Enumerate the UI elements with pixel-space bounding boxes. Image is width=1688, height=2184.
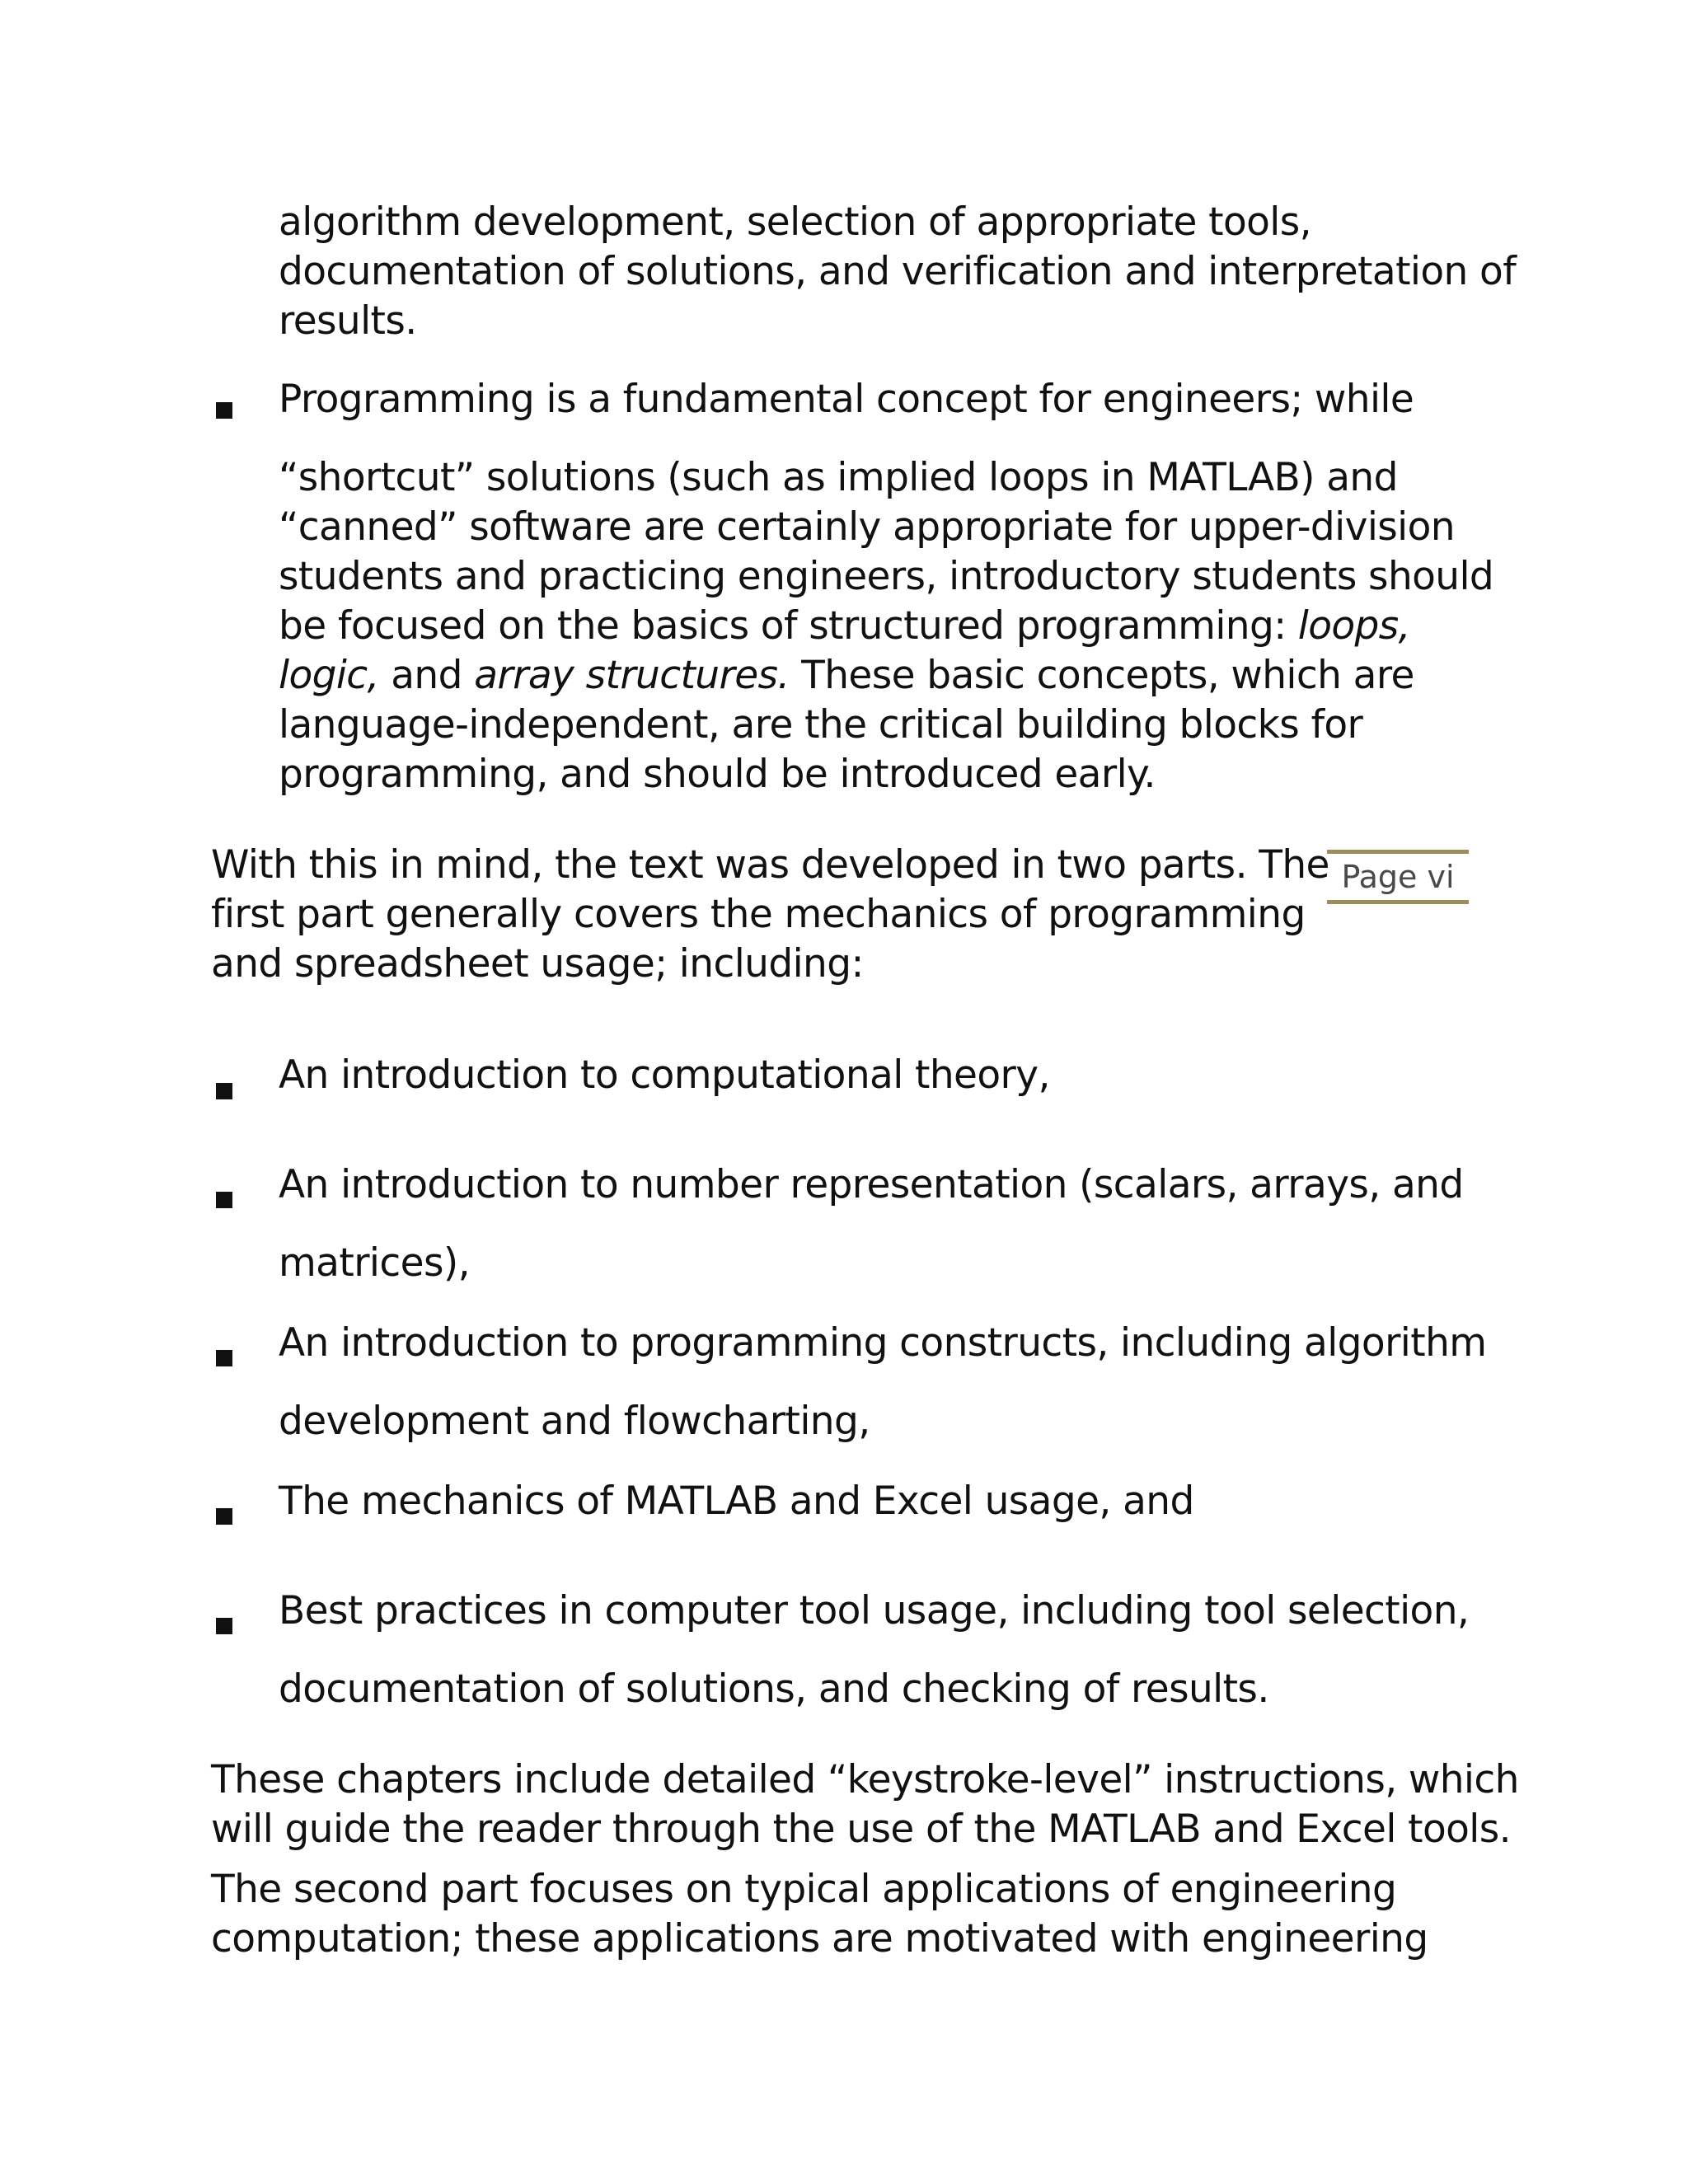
intro-line-2: first part generally covers the mechanics of programming <box>211 892 1306 937</box>
topic-2-line-2: matrices), <box>279 1240 470 1286</box>
bullet-icon <box>216 1618 232 1634</box>
closing-line-3: The second part focuses on typical applications of engineering <box>211 1867 1397 1912</box>
italic-term-logic: logic, <box>279 653 379 698</box>
topic-3-line-2: development and flowcharting, <box>279 1399 870 1444</box>
bullet-icon <box>216 1508 232 1525</box>
topic-3-line-1: An introduction to programming constructs, including algorithm <box>279 1320 1487 1366</box>
closing-line-4: computation; these applications are motivated with engineering <box>211 1916 1428 1961</box>
programming-line-7: language-independent, are the critical building blocks for <box>279 702 1363 748</box>
bullet-icon <box>216 1350 232 1366</box>
bullet-icon <box>216 402 232 419</box>
closing-line-1: These chapters include detailed “keystroke-level” instructions, which <box>211 1757 1519 1802</box>
programming-line-6-suffix: These basic concepts, which are <box>789 653 1414 698</box>
programming-line-6 <box>279 651 1414 701</box>
italic-term-array-structures: array structures. <box>474 653 790 698</box>
continuation-line-2: documentation of solutions, and verification and interpretation of <box>279 249 1517 294</box>
programming-line-5 <box>279 602 1410 651</box>
intro-line-3: and spreadsheet usage; including: <box>211 941 864 987</box>
bullet-icon <box>216 1083 232 1099</box>
page-marker-label: Page vi <box>1341 859 1455 895</box>
topic-5-line-2: documentation of solutions, and checking of results. <box>279 1666 1269 1712</box>
programming-line-1: Programming is a fundamental concept for engineers; while <box>279 377 1414 422</box>
page-marker <box>1327 850 1469 904</box>
programming-line-2: “shortcut” solutions (such as implied loops in MATLAB) and <box>279 455 1398 500</box>
programming-line-5-prefix: be focused on the basics of structured programming: <box>279 603 1298 649</box>
topic-5-line-1: Best practices in computer tool usage, including tool selection, <box>279 1588 1470 1633</box>
programming-line-6-mid: and <box>378 653 475 698</box>
topic-2-line-1: An introduction to number representation (scalars, arrays, and <box>279 1162 1464 1207</box>
programming-line-8: programming, and should be introduced early. <box>279 752 1156 797</box>
continuation-line-3: results. <box>279 298 417 344</box>
italic-term-loops: loops, <box>1297 603 1411 649</box>
bullet-icon <box>216 1192 232 1208</box>
topic-1-line-1: An introduction to computational theory, <box>279 1052 1050 1098</box>
programming-line-3: “canned” software are certainly appropriate for upper-division <box>279 504 1455 550</box>
topic-4-line-1: The mechanics of MATLAB and Excel usage, and <box>279 1479 1194 1524</box>
intro-line-1: With this in mind, the text was developed in two parts. The <box>211 842 1329 888</box>
continuation-line-1: algorithm development, selection of appropriate tools, <box>279 199 1311 245</box>
closing-line-2: will guide the reader through the use of the MATLAB and Excel tools. <box>211 1807 1511 1852</box>
programming-line-4: students and practicing engineers, introductory students should <box>279 554 1494 599</box>
